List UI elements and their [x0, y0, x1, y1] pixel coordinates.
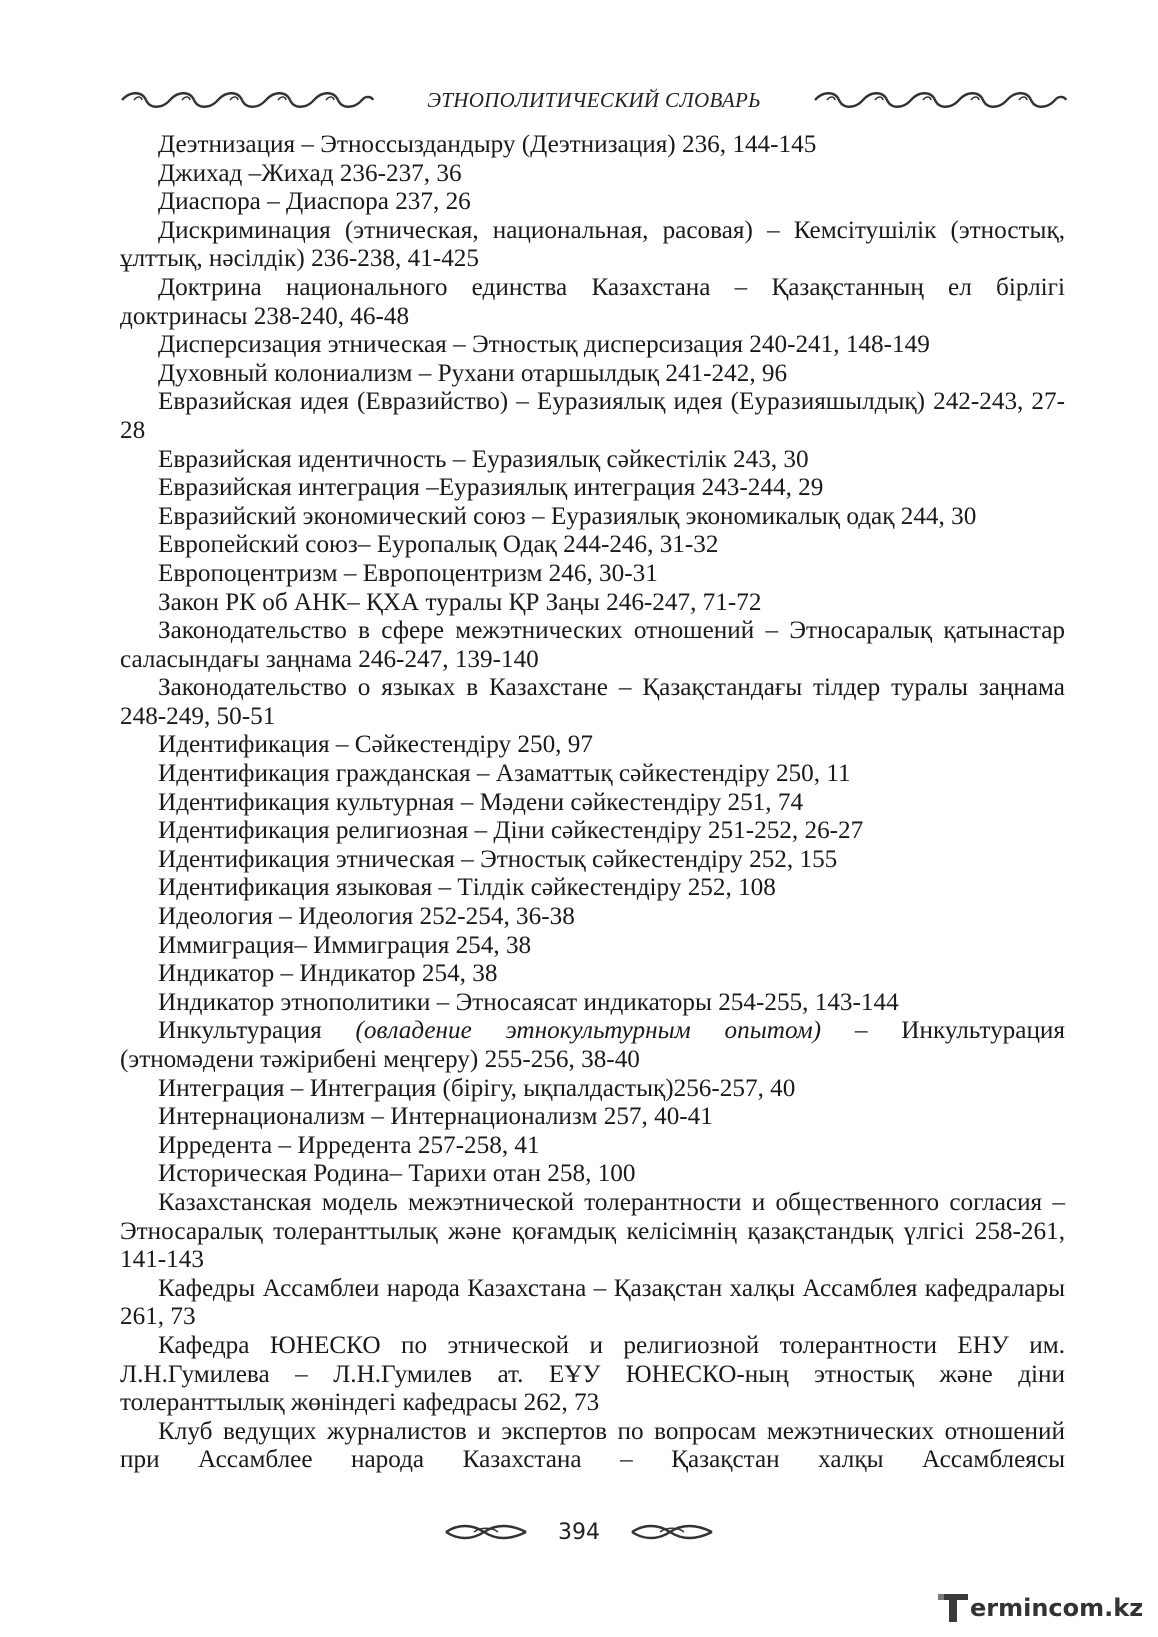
dictionary-entry — [120, 1075, 1065, 1104]
dictionary-entry — [120, 188, 1065, 217]
entry-text: Идентификация религиозная – Діни сәйкестендіру 251-252, 26-27 — [158, 817, 864, 845]
dictionary-entry — [120, 1332, 1065, 1418]
dictionary-entry — [120, 789, 1065, 818]
entry-text: Идентификация языковая – Тілдік сәйкестендіру 252, 108 — [158, 874, 776, 902]
entry-text: Дискриминация (этническая, национальная, расовая) – Кемсітушілік (этностық, ұлттық, нәсілдік) 236-238, 41-425 — [120, 216, 1065, 273]
entry-text: Дисперсизация этническая – Этностық дисперсизация 240-241, 148-149 — [158, 331, 930, 359]
dictionary-entry — [120, 474, 1065, 503]
dictionary-entry — [120, 331, 1065, 360]
entry-text: Идентификация – Сәйкестендіру 250, 97 — [158, 731, 593, 759]
watermark-t-logo-icon — [936, 1591, 974, 1625]
dictionary-entry — [120, 589, 1065, 618]
entry-text: Евразийская интеграция –Еуразиялық интеграция 243-244, 29 — [158, 474, 824, 502]
dictionary-entry — [120, 1017, 1065, 1074]
dictionary-entry — [120, 131, 1065, 160]
dictionary-entry — [120, 217, 1065, 274]
dictionary-entry — [120, 760, 1065, 789]
dictionary-entry — [120, 1275, 1065, 1332]
entry-text: Духовный колониализм – Рухани отаршылдық 241-242, 96 — [158, 359, 788, 387]
dictionary-entry — [120, 1103, 1065, 1132]
entry-text: Евразийская идентичность – Еуразиялық сәйкестілік 243, 30 — [158, 445, 809, 473]
entry-text: Кафедра ЮНЕСКО по этнической и религиозной толерантности ЕНУ им. Л.Н.Гумилева – Л.Н.Гумилев ат. ЕҰУ ЮНЕСКО-ның этностық және діни толеранттылық жөніндегі кафедрасы 262, 73 — [120, 1331, 1065, 1417]
entry-text: Деэтнизация – Этноссыздандыру (Деэтнизация) 236, 144-145 — [158, 131, 817, 158]
dictionary-entry — [120, 1160, 1065, 1189]
entry-text: Инкультурация — [158, 1017, 356, 1045]
dictionary-entry — [120, 617, 1065, 674]
entry-text: Идентификация гражданская – Азаматтық сәйкестендіру 250, 11 — [158, 760, 851, 788]
dictionary-entry — [120, 960, 1065, 989]
entry-text: Европоцентризм – Европоцентризм 246, 30-31 — [158, 559, 658, 587]
dictionary-entry — [120, 560, 1065, 589]
watermark — [936, 1590, 1146, 1626]
dictionary-entry — [120, 846, 1065, 875]
dictionary-entry — [120, 1189, 1065, 1275]
watermark-text: ermincom.kz — [970, 1594, 1144, 1622]
dictionary-entry — [120, 503, 1065, 532]
entry-text: Евразийский экономический союз – Еуразиялық экономикалық одақ 244, 30 — [158, 502, 977, 530]
dictionary-entry — [120, 388, 1065, 445]
entry-text: Идентификация этническая – Этностық сәйкестендіру 252, 155 — [158, 845, 838, 873]
entry-text: Идентификация культурная – Мәдени сәйкестендіру 251, 74 — [158, 788, 804, 816]
running-header — [120, 86, 1068, 114]
dictionary-entries — [120, 131, 1065, 1475]
entry-text: Интеграция – Интеграция (бірігу, ықпалдастық)256-257, 40 — [158, 1074, 796, 1102]
entry-text: Ирредента – Ирредента 257-258, 41 — [158, 1131, 540, 1159]
entry-text: Кафедры Ассамблеи народа Казахстана – Қазақстан халқы Ассамблея кафедралары 261, 73 — [120, 1274, 1065, 1331]
header-title: ЭТНОПОЛИТИЧЕСКИЙ СЛОВАРЬ — [427, 87, 761, 112]
dictionary-entry — [120, 932, 1065, 961]
swirl-ornament-left-icon — [444, 1522, 528, 1542]
entry-text: Индикатор – Индикатор 254, 38 — [158, 960, 498, 988]
dictionary-entry — [120, 817, 1065, 846]
ornament-right-icon — [813, 89, 1068, 111]
entry-text: Клуб ведущих журналистов и экспертов по вопросам межэтнических отношений при Ассамблее народа Казахстана – Қазақстан халқы Ассамблеясы — [120, 1417, 1065, 1474]
dictionary-entry — [120, 874, 1065, 903]
entry-text: Казахстанская модель межэтнической толерантности и общественного согласия – Этносаралық толеранттылық және қоғамдық келісімнің қазақстандық үлгісі 258-261, 141-143 — [120, 1188, 1065, 1274]
page-footer — [0, 1516, 1158, 1548]
entry-text: Идеология – Идеология 252-254, 36-38 — [158, 903, 575, 931]
dictionary-entry — [120, 446, 1065, 475]
dictionary-entry — [120, 274, 1065, 331]
entry-text: Доктрина национального единства Казахстана – Қазақстанның ел бірлігі доктринасы 238-240, 46-48 — [120, 273, 1065, 330]
dictionary-entry — [120, 731, 1065, 760]
dictionary-entry — [120, 674, 1065, 731]
entry-text: Закон РК об АНК– ҚХА туралы ҚР Заңы 246-247, 71-72 — [158, 588, 762, 616]
dictionary-entry — [120, 903, 1065, 932]
dictionary-entry — [120, 160, 1065, 189]
dictionary-entry — [120, 531, 1065, 560]
entry-text: Интернационализм – Интернационализм 257, 40-41 — [158, 1103, 713, 1131]
entry-text: Европейский союз– Еуропалық Одақ 244-246, 31-32 — [158, 531, 719, 559]
entry-text: Законодательство в сфере межэтнических отношений – Этносаралық қатынастар саласындағы заңнама 246-247, 139-140 — [120, 617, 1065, 673]
entry-text: Диаспора – Диаспора 237, 26 — [158, 188, 471, 216]
entry-text: Историческая Родина– Тарихи отан 258, 100 — [158, 1160, 636, 1188]
entry-text: Евразийская идея (Евразийство) – Еуразиялық идея (Еуразияшылдық) 242-243, 27-28 — [120, 388, 1065, 444]
dictionary-entry — [120, 1418, 1065, 1475]
entry-text: Индикатор этнополитики – Этносаясат индикаторы 254-255, 143-144 — [158, 988, 899, 1016]
entry-text: Иммиграция– Иммиграция 254, 38 — [158, 931, 532, 959]
dictionary-entry — [120, 1132, 1065, 1161]
swirl-ornament-right-icon — [630, 1522, 714, 1542]
ornament-left-icon — [120, 89, 375, 111]
dictionary-entry — [120, 989, 1065, 1018]
entry-text: – Инкультурация (этномәдени тәжірибені меңгеру) 255-256, 38-40 — [120, 1017, 1065, 1073]
page-number: 394 — [558, 1519, 600, 1545]
entry-text: Законодательство о языках в Казахстане – Қазақстандағы тілдер туралы заңнама 248-249, 50-51 — [120, 674, 1065, 730]
entry-text: Джихад –Жихад 236-237, 36 — [158, 159, 462, 187]
entry-text: (овладение этнокультурным опытом) — [355, 1017, 822, 1045]
dictionary-entry — [120, 360, 1065, 389]
